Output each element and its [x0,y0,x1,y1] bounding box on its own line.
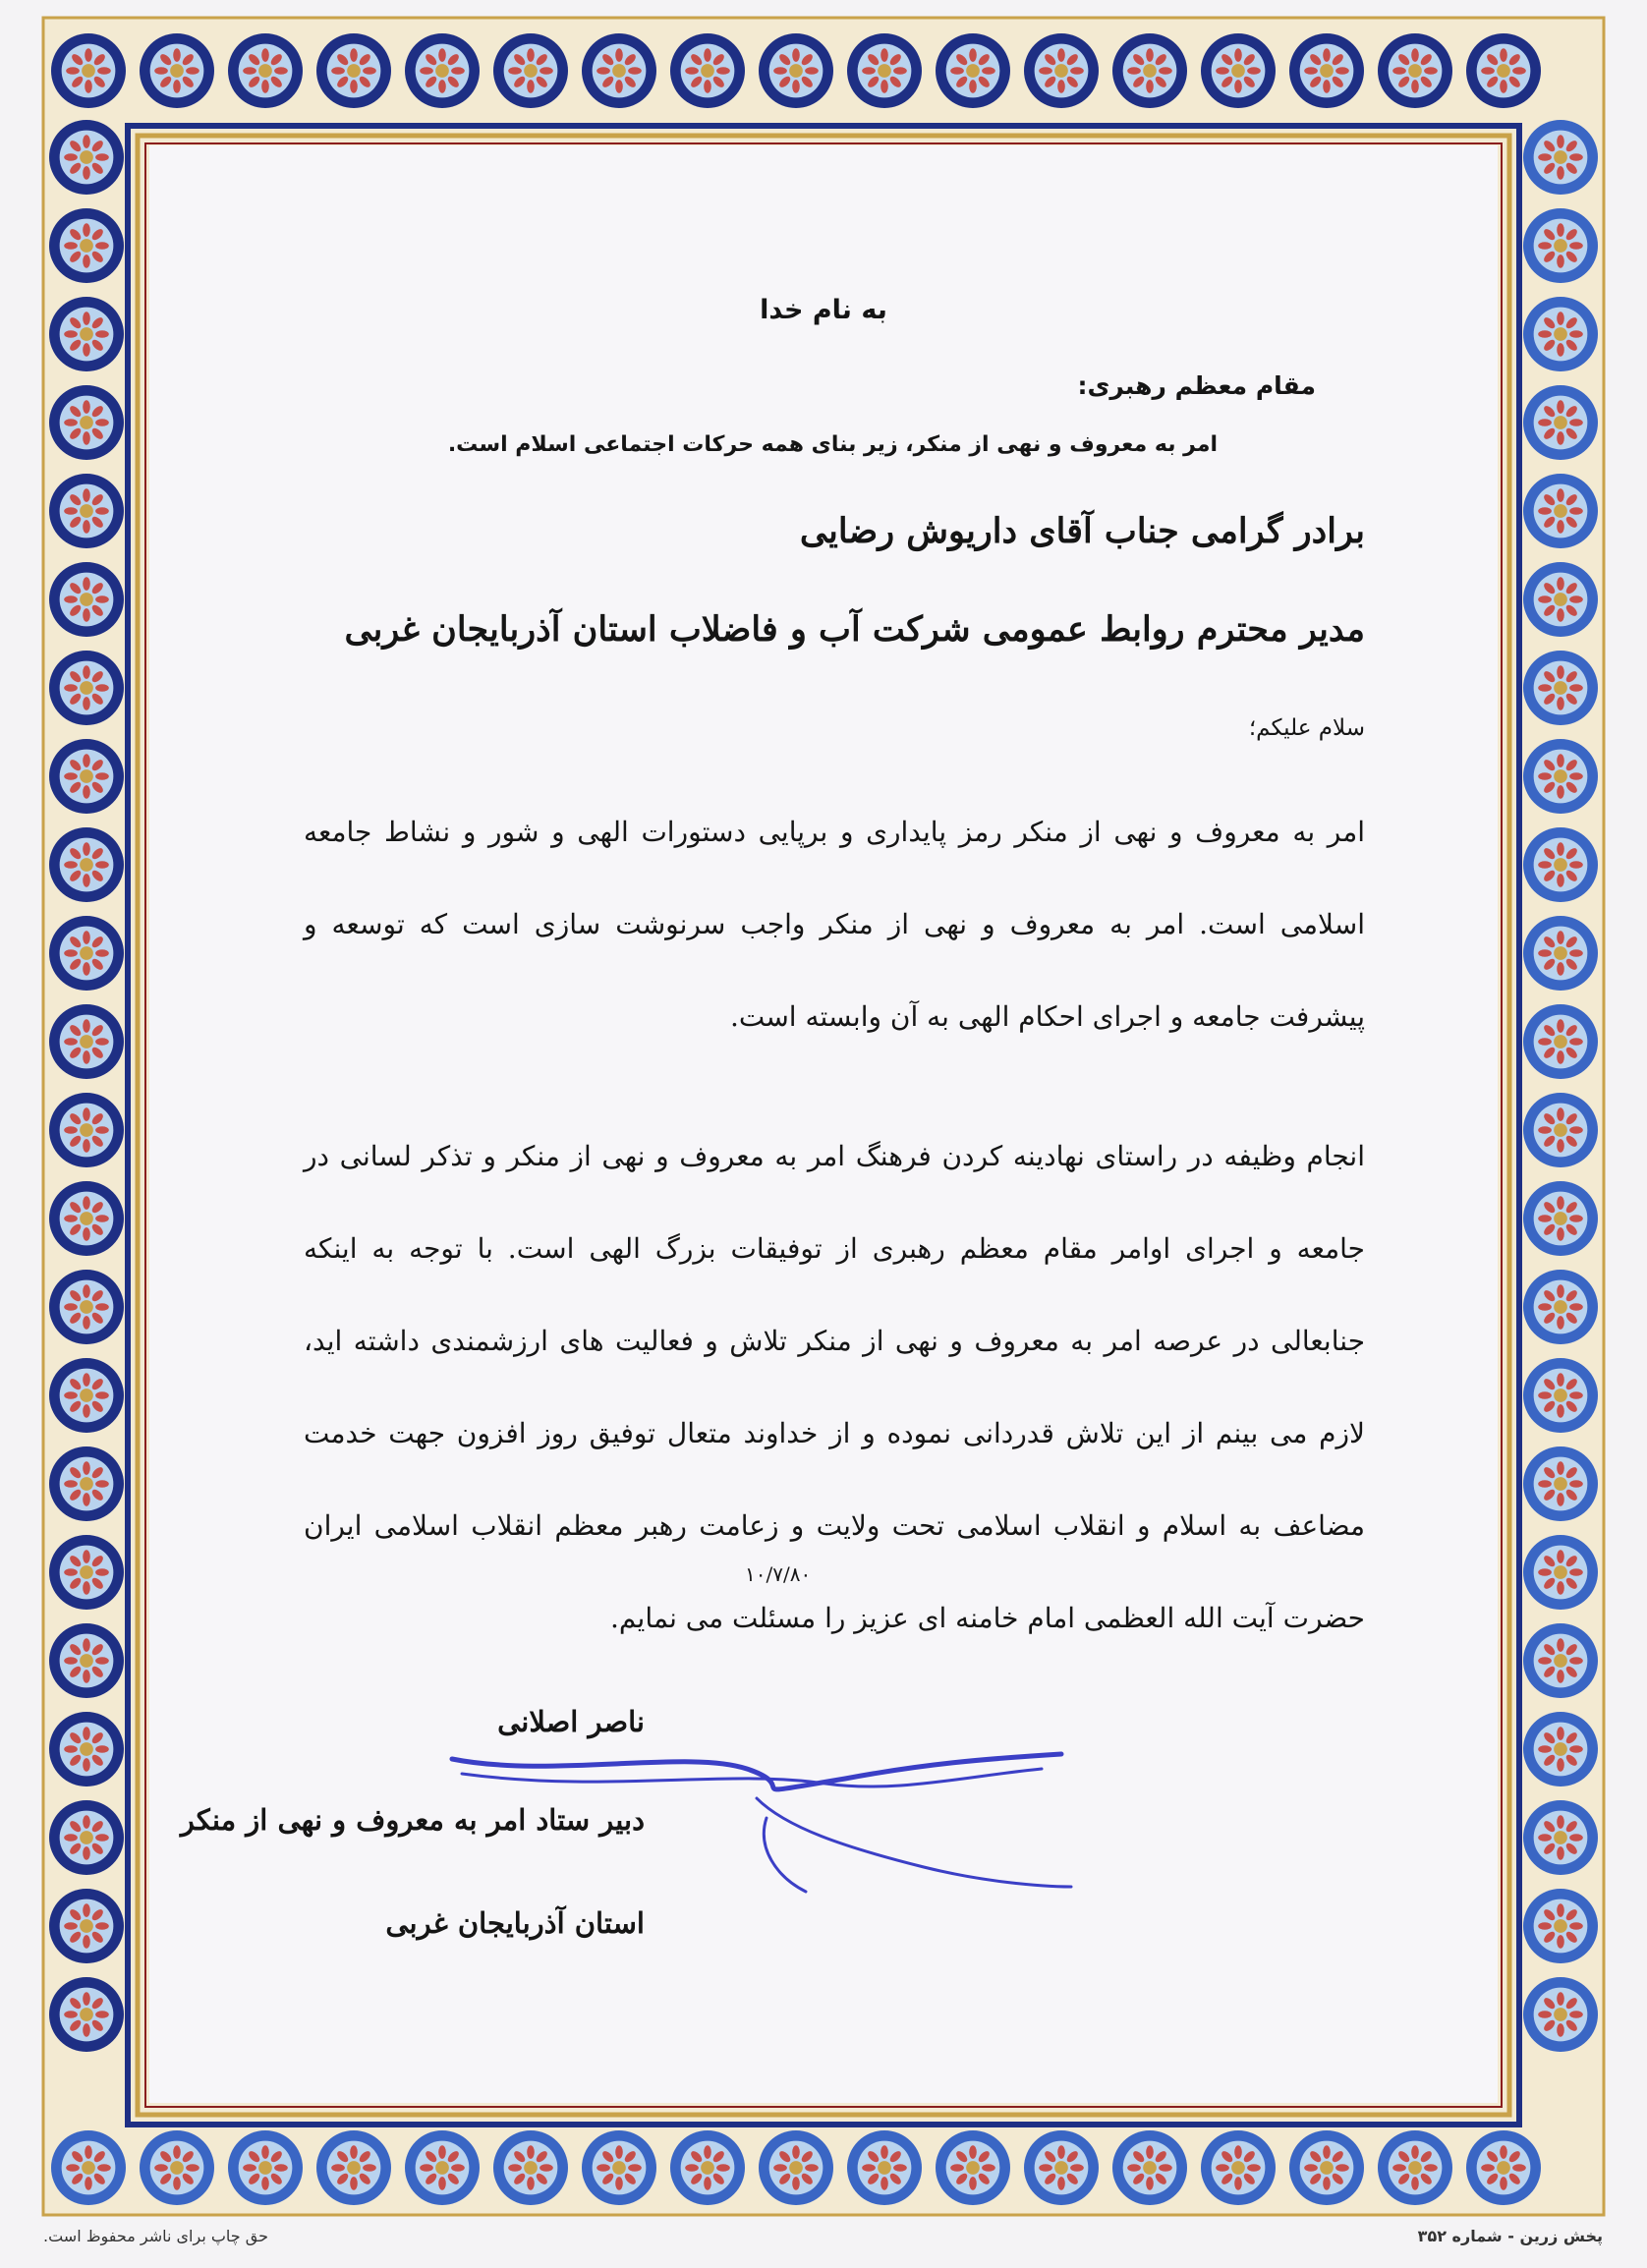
body-paragraph-1: امر به معروف و نهی از منکر رمز پایداری و برپایی دستورات الهی و شور و نشاط جامعه اسلامی است. امر به معروف و نهی از منکر واجب سرنوشت سازی است که توسعه و پیشرفت جامعه و اجرای احکام الهی به آن وابسته است. [304,816,1365,1033]
border-ornament [1523,1800,1598,1875]
border-ornament [1201,2130,1276,2205]
border-ornament [1523,1358,1598,1433]
border-ornament [936,33,1010,108]
border-ornament [49,1977,124,2052]
border-ornament [670,2130,745,2205]
border-ornament [1523,474,1598,548]
signatory-name: ناصر اصلانی [497,1705,645,1738]
border-ornament [49,916,124,991]
border-ornament [493,33,568,108]
border-ornament [1201,33,1276,108]
border-ornament [1523,651,1598,725]
border-ornament [228,2130,303,2205]
border-ornament [1523,1004,1598,1079]
recipient-position: مدیر محترم روابط عمومی شرکت آب و فاضلاب استان آذربایجان غربی [344,609,1365,650]
border-ornament [49,1270,124,1344]
border-ornament [582,33,656,108]
border-ornament [1523,1712,1598,1786]
border-ornament [847,2130,922,2205]
border-ornament [49,208,124,283]
body-paragraph-2: انجام وظیفه در راستای نهادینه کردن فرهنگ امر به معروف و نهی از منکر و تذکر لسانی در جامعه و اجرای اوامر مقام معظم رهبری از توفیقات بزرگ الهی است. با توجه به اینکه جنابعالی در عرصه امر به معروف و نهی از منکر تلاش و فعالیت های ارزشمندی داشته اید، لازم می بینم از این تلاش قدردانی نموده و از خداوند متعال توفیق روز افزون جهت خدمت مضاعف به اسلام و انقلاب اسلامی تحت ولایت و زعامت رهبر معظم انقلاب اسلامی ایران حضرت آیت الله العظمی امام خامنه ای عزیز را مسئلت می نمایم. [304,1140,1365,1634]
border-ornament [49,739,124,814]
quote-body: امر به معروف و نهی از منکر، زیر بنای همه حرکات اجتماعی اسلام است. [447,432,1218,457]
border-ornament [1523,208,1598,283]
border-ornament [1523,385,1598,460]
border-ornament [493,2130,568,2205]
border-ornament [1523,739,1598,814]
border-ornament [316,33,391,108]
border-ornament [140,2130,214,2205]
border-ornament [1523,1977,1598,2052]
border-ornament [49,827,124,902]
border-ornament [49,1800,124,1875]
bismillah-heading: به نام خدا [760,295,887,325]
border-ornament [1523,916,1598,991]
border-ornament [49,120,124,195]
footer-copyright: حق چاپ برای ناشر محفوظ است. [43,2227,269,2245]
border-ornament [582,2130,656,2205]
quote-heading: مقام معظم رهبری: [1077,371,1316,400]
recipient-name: برادر گرامی جناب آقای داریوش رضایی [799,511,1365,551]
border-ornament [140,33,214,108]
border-ornament [759,33,833,108]
border-ornament [1289,2130,1364,2205]
border-ornament [49,1093,124,1167]
greeting: سلام علیکم؛ [1248,715,1365,741]
border-ornament [1024,33,1099,108]
border-ornament [49,1623,124,1698]
border-ornament [759,2130,833,2205]
border-ornament [1466,33,1541,108]
border-ornament [49,1181,124,1256]
border-ornament [1523,827,1598,902]
letter-date: ۱۰/۷/۸۰ [745,1562,812,1586]
border-ornament [670,33,745,108]
border-ornament [1024,2130,1099,2205]
border-ornament [1112,2130,1187,2205]
signatory-title: دبیر ستاد امر به معروف و نهی از منکر [180,1803,645,1837]
border-ornament [49,385,124,460]
border-ornament [49,1358,124,1433]
border-ornament [1289,33,1364,108]
border-ornament [1523,1093,1598,1167]
signatory-province: استان آذربایجان غربی [385,1906,645,1940]
border-ornament [1523,562,1598,637]
border-ornament [1523,1181,1598,1256]
border-ornament [936,2130,1010,2205]
border-ornament [405,33,480,108]
footer-publisher: پخش زرین - شماره ۳۵۲ [1417,2227,1603,2245]
border-ornament [1378,33,1452,108]
border-ornament [51,2130,126,2205]
border-ornament [316,2130,391,2205]
border-ornament [405,2130,480,2205]
border-ornament [1523,1270,1598,1344]
border-ornament [49,474,124,548]
border-ornament [1523,1889,1598,1963]
border-ornament [49,1004,124,1079]
border-ornament [1523,1623,1598,1698]
border-ornament [1523,120,1598,195]
border-ornament [51,33,126,108]
border-ornament [1112,33,1187,108]
border-ornament [1466,2130,1541,2205]
border-ornament [49,1712,124,1786]
border-ornament [49,562,124,637]
border-ornament [1523,1535,1598,1610]
border-ornament [1378,2130,1452,2205]
border-ornament [49,1446,124,1521]
border-ornament [49,1889,124,1963]
border-ornament [49,1535,124,1610]
border-ornament [228,33,303,108]
border-ornament [49,651,124,725]
border-ornament [1523,1446,1598,1521]
border-ornament [847,33,922,108]
